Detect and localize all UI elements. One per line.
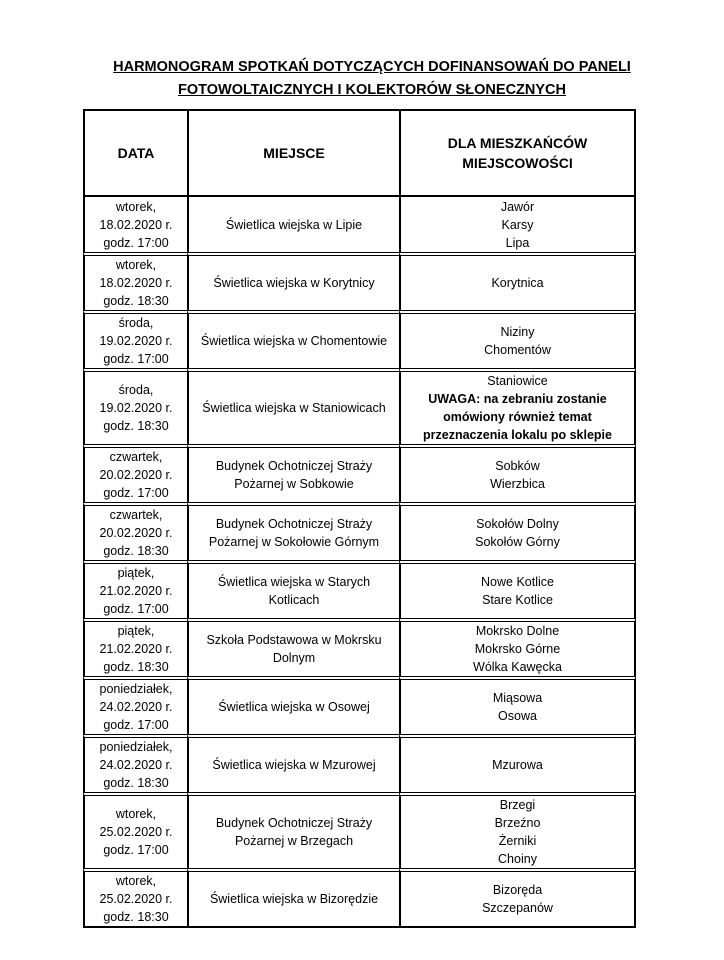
residents-cell xyxy=(399,502,636,560)
date-cell xyxy=(83,676,187,734)
residents-cell xyxy=(399,368,636,444)
place-cell xyxy=(187,868,399,928)
locality-name: Sobków xyxy=(495,459,540,473)
place-line: Kotlicach xyxy=(268,593,320,607)
locality-name: Wierzbica xyxy=(490,477,545,491)
locality-name: Szczepanów xyxy=(482,901,553,915)
locality-name: Brzeźno xyxy=(494,816,541,830)
date-line: wtorek, xyxy=(115,258,157,272)
date-line: 20.02.2020 r. xyxy=(99,468,173,482)
date-line: czwartek, xyxy=(109,508,163,522)
date-line: czwartek, xyxy=(109,450,163,464)
date-line: godz. 17:00 xyxy=(103,486,169,500)
place-cell xyxy=(187,444,399,502)
date-cell xyxy=(83,368,187,444)
table-row xyxy=(83,195,636,252)
date-cell xyxy=(83,618,187,676)
place-line: Świetlica wiejska w Starych xyxy=(217,575,371,589)
locality-name: Brzegi xyxy=(499,798,536,812)
locality-name: Korytnica xyxy=(491,276,544,290)
date-cell xyxy=(83,734,187,792)
table-row xyxy=(83,868,636,928)
date-cell xyxy=(83,560,187,618)
date-line: 24.02.2020 r. xyxy=(99,700,173,714)
date-line: godz. 18:30 xyxy=(103,544,169,558)
date-line: godz. 17:00 xyxy=(103,602,169,616)
locality-name: Niziny xyxy=(500,325,535,339)
place-line: Budynek Ochotniczej Straży xyxy=(215,459,373,473)
residents-cell xyxy=(399,868,636,928)
date-line: godz. 18:30 xyxy=(103,660,169,674)
date-line: godz. 18:30 xyxy=(103,294,169,308)
locality-name: Mokrsko Górne xyxy=(474,642,561,656)
date-line: godz. 18:30 xyxy=(103,910,169,924)
table-row xyxy=(83,676,636,734)
residents-cell xyxy=(399,560,636,618)
locality-name: Karsy xyxy=(501,217,534,232)
notice-line: omówiony również temat xyxy=(443,410,592,424)
date-cell xyxy=(83,195,187,252)
locality-name: Chomentów xyxy=(484,343,551,357)
locality-name: Bizoręda xyxy=(492,883,543,897)
place-line: Świetlica wiejska w Chomentowie xyxy=(200,334,388,348)
date-cell xyxy=(83,868,187,928)
date-line: godz. 17:00 xyxy=(103,718,169,732)
date-line: piątek, xyxy=(117,566,155,580)
date-cell xyxy=(83,252,187,310)
date-line: 21.02.2020 r. xyxy=(99,642,173,656)
place-line: Pożarnej w Brzegach xyxy=(234,834,354,848)
document-title xyxy=(60,56,684,102)
residents-cell xyxy=(399,676,636,734)
residents-cell xyxy=(399,734,636,792)
place-cell xyxy=(187,618,399,676)
locality-name: Stare Kotlice xyxy=(482,593,553,607)
locality-name: Miąsowa xyxy=(492,691,543,705)
locality-name: Sokołów Górny xyxy=(475,535,560,549)
date-line: środa, xyxy=(118,383,154,397)
place-line: Budynek Ochotniczej Straży xyxy=(215,816,373,830)
residents-cell xyxy=(399,444,636,502)
place-cell xyxy=(187,502,399,560)
date-line: piątek, xyxy=(117,624,155,638)
locality-name: Żerniki xyxy=(498,834,537,848)
place-line: Budynek Ochotniczej Straży xyxy=(215,517,373,531)
place-cell xyxy=(187,368,399,444)
table-row xyxy=(83,560,636,618)
place-line: Pożarnej w Sobkowie xyxy=(234,477,354,491)
date-line: poniedziałek, xyxy=(99,682,173,696)
place-line: Świetlica wiejska w Korytnicy xyxy=(213,276,375,290)
date-line: godz. 17:00 xyxy=(103,843,169,857)
locality-name: Sokołów Dolny xyxy=(476,517,559,531)
locality-name: Wólka Kawęcka xyxy=(473,660,562,674)
header-date: DATA xyxy=(83,109,187,195)
date-cell xyxy=(83,792,187,868)
table-row xyxy=(83,310,636,368)
date-line: godz. 18:30 xyxy=(103,776,169,790)
place-line: Świetlica wiejska w Osowej xyxy=(218,700,370,714)
place-cell xyxy=(187,792,399,868)
date-cell xyxy=(83,502,187,560)
place-cell xyxy=(187,252,399,310)
date-line: godz. 18:30 xyxy=(103,419,169,433)
notice-line: UWAGA: na zebraniu zostanie xyxy=(428,392,607,406)
table-row xyxy=(83,792,636,868)
place-line: Pożarnej w Sokołowie Górnym xyxy=(208,535,380,549)
residents-cell xyxy=(399,252,636,310)
title-line-1: HARMONOGRAM SPOTKAŃ DOTYCZĄCYCH DOFINANSOWAŃ DO PANELI xyxy=(113,59,631,75)
place-cell xyxy=(187,734,399,792)
notice-line: przeznaczenia lokalu po sklepie xyxy=(423,428,612,442)
table-row xyxy=(83,252,636,310)
place-line: Szkoła Podstawowa w Mokrsku xyxy=(206,633,382,647)
date-line: godz. 17:00 xyxy=(103,352,169,366)
header-row xyxy=(83,109,636,195)
date-line: wtorek, xyxy=(115,874,157,888)
residents-cell xyxy=(399,195,636,252)
date-line: 25.02.2020 r. xyxy=(99,892,173,906)
header-place: MIEJSCE xyxy=(187,109,399,195)
residents-cell xyxy=(399,310,636,368)
date-line: poniedziałek, xyxy=(99,740,173,754)
date-line: 18.02.2020 r. xyxy=(99,217,173,232)
place-line: Świetlica wiejska w Bizorędzie xyxy=(209,892,379,906)
date-line: 24.02.2020 r. xyxy=(99,758,173,772)
residents-cell xyxy=(399,792,636,868)
date-line: 21.02.2020 r. xyxy=(99,584,173,598)
locality-name: Mzurowa xyxy=(492,758,543,772)
date-line: 18.02.2020 r. xyxy=(99,276,173,290)
table-row xyxy=(83,368,636,444)
locality-name: Staniowice xyxy=(487,374,548,388)
date-cell xyxy=(83,444,187,502)
date-line: 20.02.2020 r. xyxy=(99,526,173,540)
date-line: środa, xyxy=(118,316,154,330)
date-line: wtorek, xyxy=(115,807,157,821)
date-cell xyxy=(83,310,187,368)
date-line: godz. 17:00 xyxy=(103,235,169,250)
place-line: Dolnym xyxy=(272,651,316,665)
place-cell xyxy=(187,676,399,734)
place-cell xyxy=(187,560,399,618)
place-line: Świetlica wiejska w Staniowicach xyxy=(202,401,386,415)
place-line: Świetlica wiejska w Lipie xyxy=(225,217,363,232)
header-residents-line-1: DLA MIESZKAŃCÓW xyxy=(447,135,588,151)
date-line: 25.02.2020 r. xyxy=(99,825,173,839)
date-line: wtorek, xyxy=(115,199,157,214)
locality-name: Lipa xyxy=(505,235,530,250)
header-residents-line-2: MIEJSCOWOŚCI xyxy=(462,155,573,171)
locality-name: Nowe Kotlice xyxy=(481,575,554,589)
title-line-2: FOTOWOLTAICZNYCH I KOLEKTORÓW SŁONECZNYCH xyxy=(178,82,566,98)
table-row xyxy=(83,502,636,560)
date-line: 19.02.2020 r. xyxy=(99,334,173,348)
table-row xyxy=(83,618,636,676)
date-line: 19.02.2020 r. xyxy=(99,401,173,415)
locality-name: Jawór xyxy=(500,199,535,214)
residents-cell xyxy=(399,618,636,676)
locality-name: Osowa xyxy=(498,709,537,723)
locality-name: Mokrsko Dolne xyxy=(475,624,560,638)
place-cell xyxy=(187,195,399,252)
table-row xyxy=(83,444,636,502)
locality-name: Choiny xyxy=(498,852,537,866)
place-line: Świetlica wiejska w Mzurowej xyxy=(212,758,376,772)
place-cell xyxy=(187,310,399,368)
schedule-table xyxy=(83,109,636,928)
header-residents xyxy=(399,109,636,195)
table-row xyxy=(83,734,636,792)
